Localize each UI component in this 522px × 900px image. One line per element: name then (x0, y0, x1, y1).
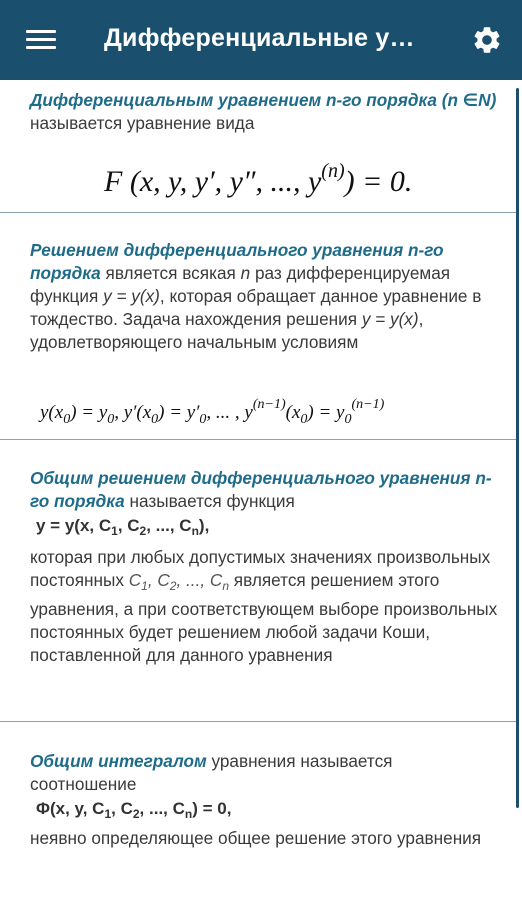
formula-general-integral: Φ(x, y, $C_1$, $C_2$, ..., $C_n) = 0$, (36, 799, 232, 821)
general-integral-text: Общим интегралом уравнения называется соотношение (30, 751, 393, 794)
formula-ode: F (x, y, y′, y″, ..., $y^{(n)}) = 0$. (104, 160, 413, 198)
app-bar (0, 0, 522, 80)
hamburger-menu-icon[interactable] (26, 28, 56, 52)
page-title: Дифференциальные у… (104, 24, 415, 52)
formula-general-solution: y = y(x, $C_1$, $C_2$, ..., $C_n$), (36, 516, 210, 538)
gear-icon[interactable] (471, 24, 503, 56)
formula-initial-conditions: $y(x_0) = y_0$, $y'(x_0) = y'_0$, ... , $y^{(n-1)}(x_0) = y_0^{(n-1)}$ (40, 397, 385, 427)
definition-card-equation (0, 80, 516, 213)
general-integral-continuation: неявно определяющее общее решение этого уравнения (30, 828, 482, 848)
solution-definition-text: Решением дифференциального уравнения n-го порядка является всякая n раз дифференцируемая функция y = y(x), которая обращает данное уравнение в тождество. Задача нахождения решения y = y(x), удовлетворяющего начальным условиям (30, 240, 482, 352)
general-solution-continuation: которая при любых допустимых значениях произвольных постоянных $C_1$, $C_2$, ..., $C_n$ является решением этого уравнения, а при соответствующем выборе произвольных постоянных будет решением любой задачи Коши, поставленной для данного уравнения (30, 547, 498, 665)
content-scroll-area[interactable] (0, 80, 522, 900)
general-solution-text: Общим решением дифференциального уравнения n-го порядка называется функция (30, 468, 492, 511)
scrollbar[interactable] (516, 88, 519, 808)
definition-text: Дифференциальным уравнением n-го порядка (n ∈N) называется уравнение вида (30, 90, 497, 133)
